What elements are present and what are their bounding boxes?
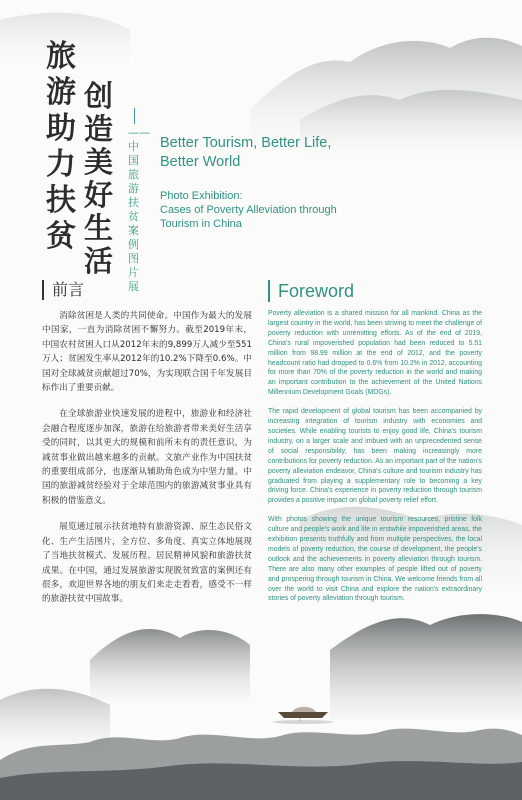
paragraph: Poverty alleviation is a shared mission for all mankind. China as the largest country in the world, has been striving to meet the challenge of poverty reduction with unremitting efforts. As of the end of 2019, China's rural impoverished population had been reduced to 5.51 million from 98.99 million at the end of 2012, and the poverty headcount ratio had dropped to 0.6% from 10.2% in 2012, accounting for more than 70% of the poverty reduction in the world and making an important contribution to the achievement of the United Nations Millennium Development Goals (MDGs). xyxy=(268,310,482,397)
english-exhibition-title xyxy=(160,189,337,231)
title-char: 美 xyxy=(84,145,114,179)
exhibition-line: Cases of Poverty Alleviation through xyxy=(160,204,337,216)
foreword-body-cn xyxy=(42,309,252,619)
paragraph: 在全球旅游业快速发展的进程中，旅游业和经济社会融合程度逐步加深，旅游在给旅游者带来美好生活享受的同时，以其更大的规模和前所未有的责任意识，为减贫事业做出越来越多的贡献。文旅产业作为中国扶贫的重要组成部分，也逐渐从辅助角色成为中坚力量。中国的旅游减贫经验对于全球范围内的旅游减贫事业具有积极的借鉴意义。 xyxy=(42,409,252,506)
subtitle-cn: ——中国旅游扶贫案例图片展 xyxy=(128,126,150,293)
paragraph: 消除贫困是人类的共同使命。中国作为最大的发展中国家，一直为消除贫困不懈努力。截至2019年末，中国农村贫困人口从2012年末的9,899万人减少至551万人；贫困发生率从2012年的10.2%下降至0.6%。中国对全球减贫贡献超过70%，为实现联合国千年发展目标作出了重要贡献。 xyxy=(42,311,252,394)
subtitle-divider xyxy=(134,108,135,124)
title-char: 游 xyxy=(46,75,76,110)
title-char: 旅 xyxy=(46,39,76,74)
title-char: 好 xyxy=(84,178,114,212)
english-title-line: Better Tourism, Better Life, xyxy=(160,135,332,151)
foreword-heading-cn: 前言 xyxy=(42,280,84,300)
boat-icon xyxy=(273,707,333,724)
title-char: 力 xyxy=(46,147,76,182)
paragraph: The rapid development of global tourism has been accompanied by increasing integration of tourism industry with economies and societies. While enabling tourists to enjoy good life, China's tourism industry, on a larger scale and imbued with an unprecedented sense of social responsibility, has been making increasingly more contributions for poverty reduction. As an important part of the nation's poverty alleviation endeavor, China's culture and tourism industry has graduated from playing a supplementary role to becoming a key driving force. China's experience in poverty reduction through tourism provides a positive impact on global poverty relief effort. xyxy=(268,408,482,505)
paragraph: 展览通过展示扶贫地特有旅游资源、原生态民俗文化、生产生活图片，全方位、多角度、真实立体地展现了当地扶贫模式、发展历程、居民精神风貌和旅游扶贫成果。在中国，通过发展旅游实现脱贫致富的案例还有很多，欢迎世界各地的朋友们来走走看看，感受不一样的旅游扶贫中国故事。 xyxy=(42,522,252,605)
exhibition-line: Tourism in China xyxy=(160,218,242,230)
title-char: 贫 xyxy=(46,219,76,254)
title-calligraphy-right xyxy=(84,79,114,278)
title-char: 创 xyxy=(84,79,114,113)
english-title xyxy=(160,134,331,172)
title-calligraphy-left xyxy=(46,39,76,254)
title-char: 造 xyxy=(84,112,114,146)
foreword-body-en xyxy=(268,309,482,613)
title-char: 扶 xyxy=(46,183,76,218)
title-char: 活 xyxy=(84,244,114,278)
title-char: 生 xyxy=(84,211,114,245)
foreword-heading-en: Foreword xyxy=(268,280,354,302)
paragraph: With photos showing the unique tourism resources, pristine folk culture and people's work and life in erstwhile impoverished areas, the exhibition presents truthfully and from multiple perspectives, the local models of poverty reduction, the course of development, the people's outlook and the achievements in poverty alleviation through tourism. There are also many other examples of people lifted out of poverty and prospering through tourism in China. We welcome friends from all over the world to visit China and explore the nation's extraordinary stories of poverty alleviation through tourism. xyxy=(268,516,482,603)
title-char: 助 xyxy=(46,111,76,146)
english-title-line: Better World xyxy=(160,154,241,170)
exhibition-line: Photo Exhibition: xyxy=(160,190,243,202)
